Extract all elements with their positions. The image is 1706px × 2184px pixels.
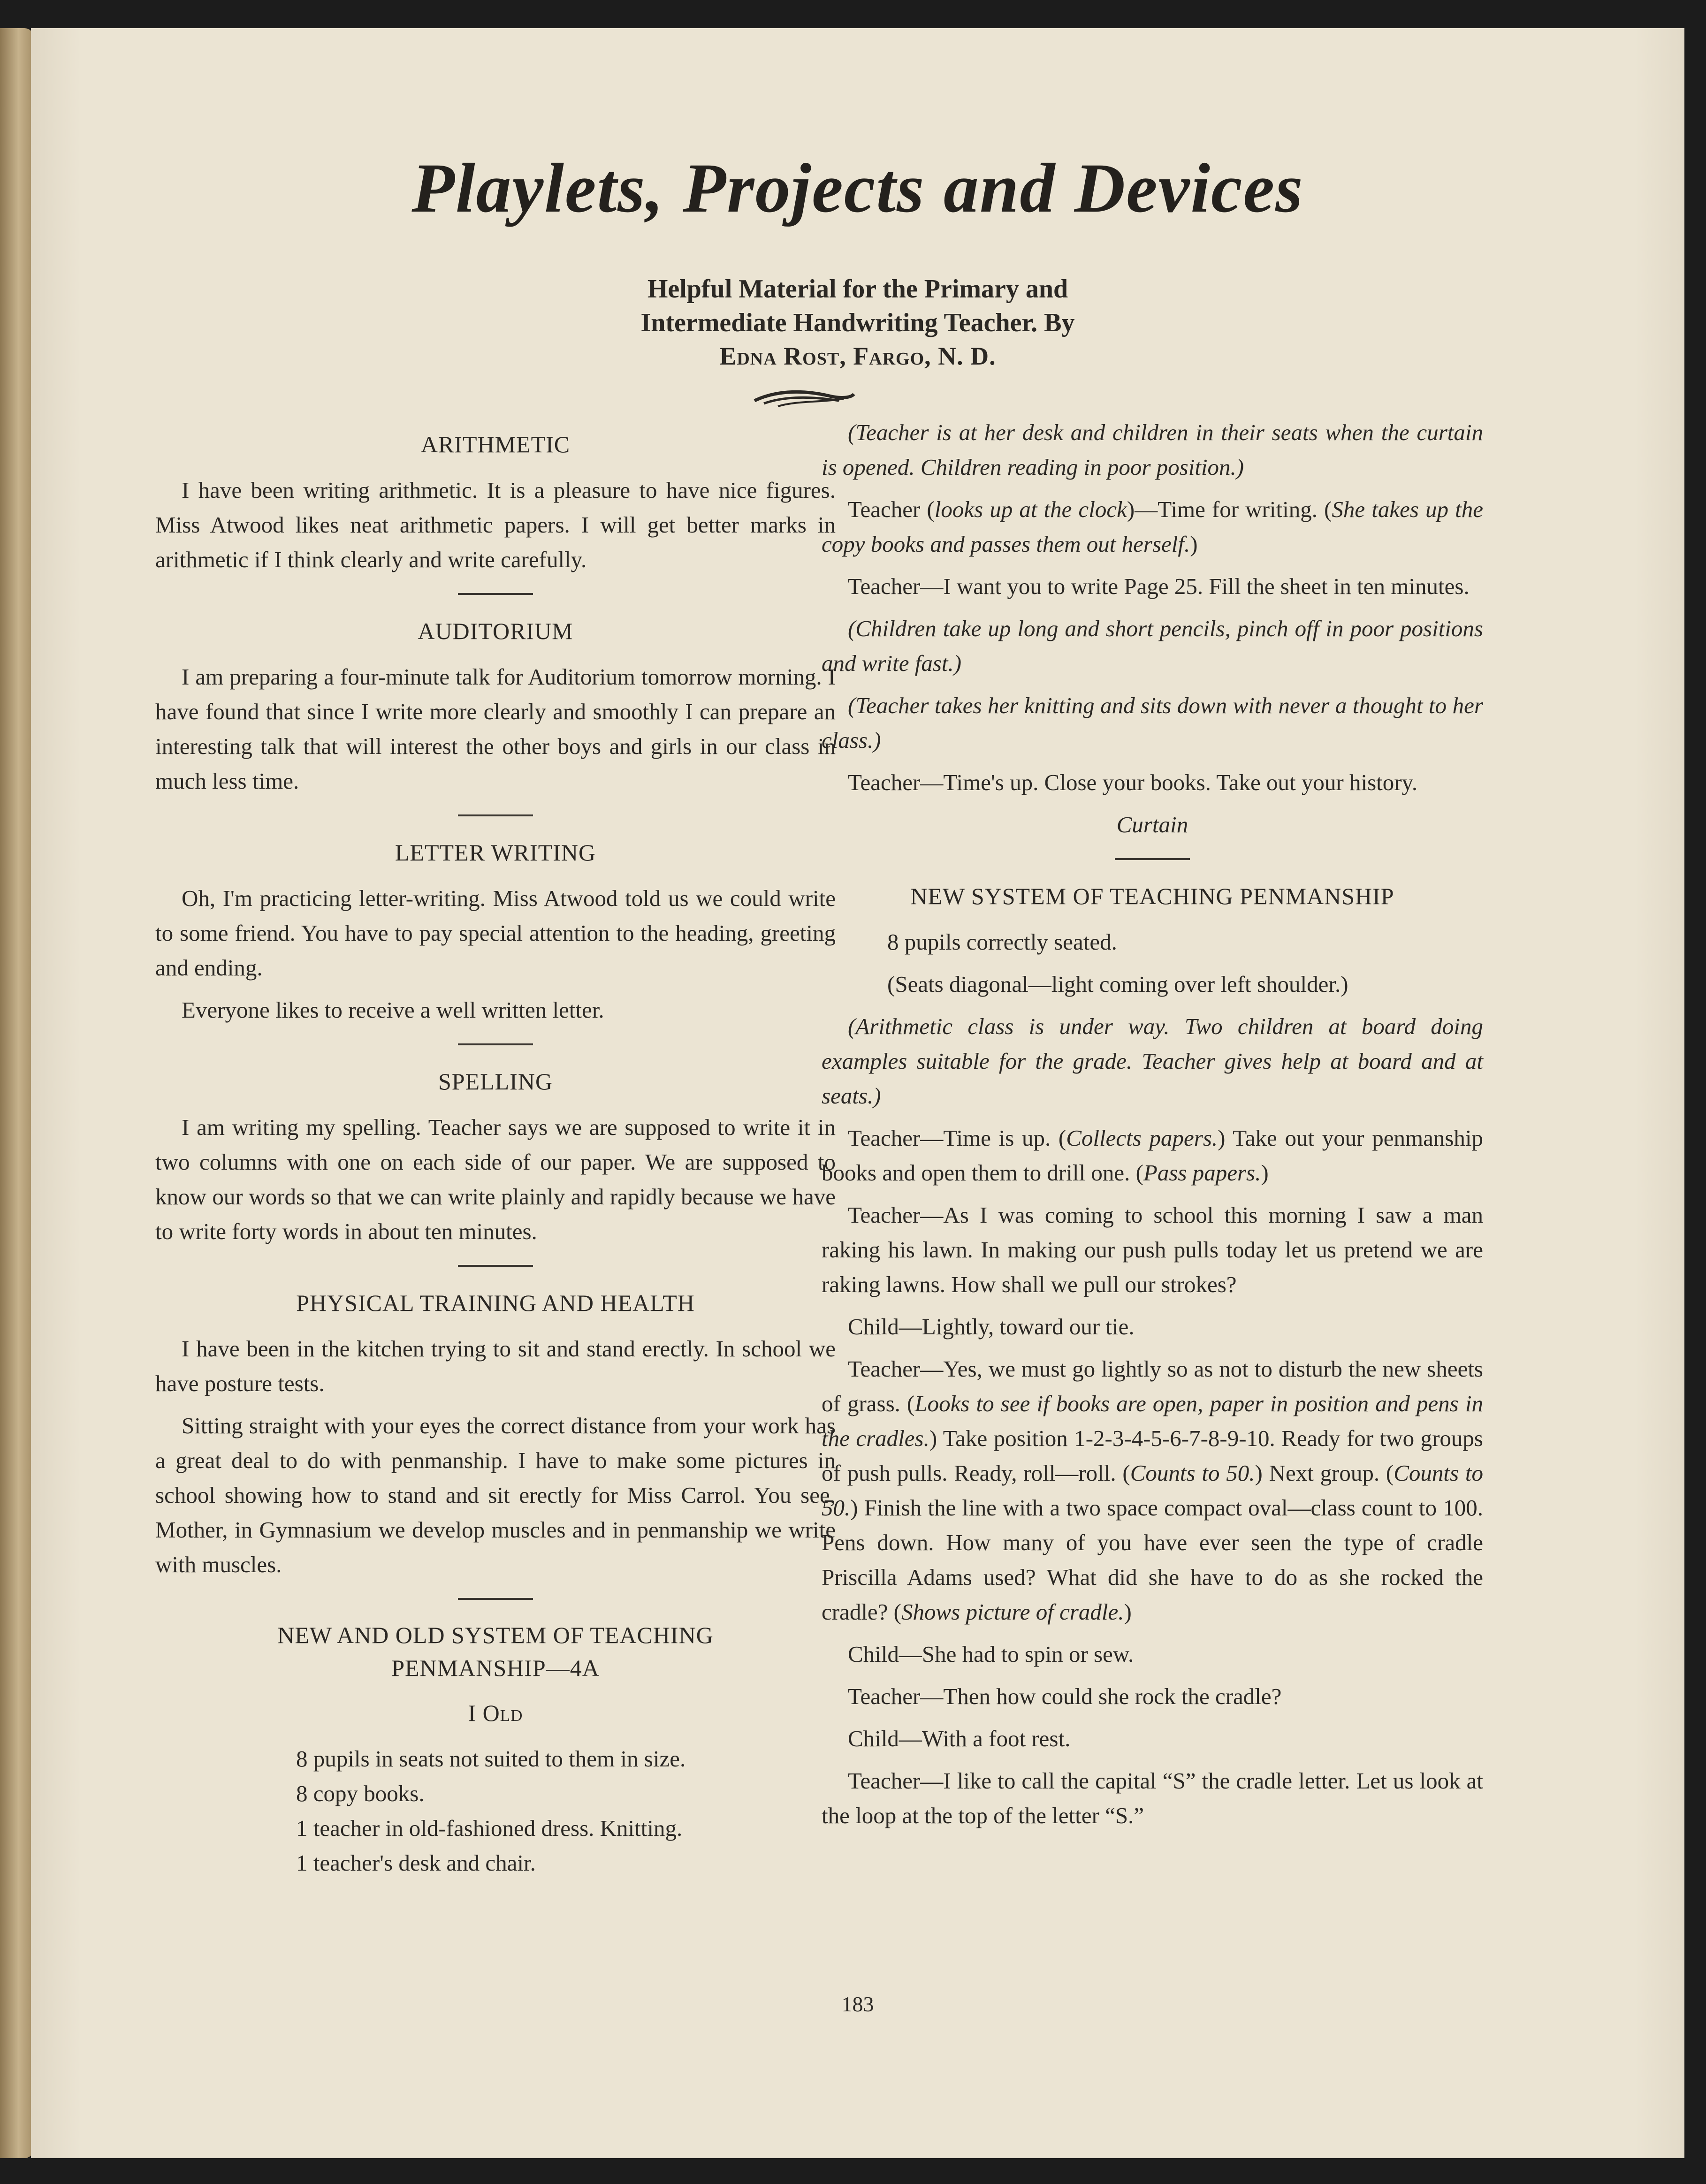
section-divider: [1115, 858, 1190, 860]
text-run: ): [1190, 531, 1198, 557]
paragraph-physical-2: Sitting straight with your eyes the correct distance from your work has a great deal to do with penmanship. I have to make some pictures in school showing how to stand and sit erectly for Miss Carrol. You see, Mother, in Gymnasium we develop muscles and in penmanship we write with muscles.: [155, 1413, 836, 1577]
section-divider: [458, 1043, 533, 1045]
dialogue-teacher-time: [822, 492, 1483, 562]
dialogue-child-spin: Child—She had to spin or sew.: [848, 1641, 1134, 1667]
stage-direction-arithmetic: (Arithmetic class is under way. Two children at board doing examples suitable for the grade. Teacher gives help at board and at seats.): [822, 1013, 1483, 1109]
text-run-italic: looks up at the clock: [934, 496, 1127, 522]
heading-line-1: NEW AND OLD SYSTEM OF TEACHING: [277, 1622, 714, 1648]
dialogue-teacher-rock: Teacher—Then how could she rock the cradle?: [848, 1683, 1282, 1709]
heading-new-and-old-system: [155, 1619, 836, 1684]
text-run-italic: Shows picture of cradle.: [901, 1599, 1124, 1625]
list-item: 8 copy books.: [296, 1781, 425, 1806]
paragraph-spelling: I am writing my spelling. Teacher says we are supposed to write it in two columns with one on each side of our paper. We are supposed to know our words so that we can write plainly and rapidly because we have to write forty words in about ten minutes.: [155, 1114, 836, 1244]
subtitle-line-1: Helpful Material for the Primary and: [647, 274, 1068, 304]
text-run: Teacher (: [848, 496, 935, 522]
list-item: 8 pupils in seats not suited to them in size.: [296, 1746, 686, 1772]
text-run-italic: She takes up the copy books and passes them out herself.: [822, 496, 1483, 557]
text-run: ) Take out your penmanship books and open them to drill one. (: [822, 1125, 1483, 1186]
text-run: ): [1261, 1160, 1269, 1186]
dialogue-child-foot-rest: Child—With a foot rest.: [848, 1726, 1071, 1751]
text-run-italic: Counts to 50.: [822, 1460, 1484, 1521]
dialogue-teacher-page: Teacher—I want you to write Page 25. Fill the sheet in ten minutes.: [848, 573, 1470, 599]
heading-spelling: SPELLING: [438, 1068, 553, 1095]
document-page: [31, 28, 1684, 2158]
heading-new-system: NEW SYSTEM OF TEACHING PENMANSHIP: [910, 883, 1394, 909]
section-divider: [458, 1265, 533, 1267]
text-run: ) Next group. (: [1255, 1460, 1394, 1486]
curtain-label: Curtain: [1116, 812, 1188, 837]
dialogue-teacher-collects: [822, 1121, 1483, 1190]
section-divider: [458, 814, 533, 816]
section-divider: [458, 593, 533, 595]
dialogue-child-lightly: Child—Lightly, toward our tie.: [848, 1314, 1135, 1339]
stage-direction-knitting: (Teacher takes her knitting and sits down with never a thought to her class.): [822, 692, 1483, 753]
new-system-line-1: 8 pupils correctly seated.: [887, 929, 1117, 955]
heading-old: I Old: [468, 1700, 523, 1726]
previous-page-edge: [0, 28, 34, 2158]
text-run-italic: Counts to 50.: [1130, 1460, 1255, 1486]
text-run: )—Time for writing. (: [1127, 496, 1332, 522]
heading-physical-training: PHYSICAL TRAINING AND HEALTH: [296, 1290, 695, 1316]
heading-arithmetic: ARITHMETIC: [420, 431, 571, 457]
text-run: ): [1124, 1599, 1132, 1625]
text-run: ) Finish the line with a two space compact oval—class count to 100. Pens down. How many of you have ever seen the type of cradle Priscilla Adams used? What did she have to do as she rocked the cradle? (: [822, 1495, 1483, 1625]
stage-direction-children: (Children take up long and short pencils, pinch off in poor positions and write fast.): [822, 616, 1483, 676]
dialogue-teacher-cradle-letter: Teacher—I like to call the capital “S” the cradle letter. Let us look at the loop at the top of the letter “S.”: [822, 1768, 1483, 1828]
paragraph-letter-writing-1: Oh, I'm practicing letter-writing. Miss Atwood told us we could write to some friend. You have to pay special attention to the heading, greeting and ending.: [155, 885, 836, 981]
page-title: Playlets, Projects and Devices: [411, 149, 1304, 227]
list-item: 1 teacher's desk and chair.: [296, 1850, 536, 1876]
heading-letter-writing: LETTER WRITING: [395, 839, 596, 866]
flourish-ornament-icon: [750, 385, 858, 413]
paragraph-letter-writing-2: Everyone likes to receive a well written letter.: [182, 997, 604, 1023]
list-item: 1 teacher in old-fashioned dress. Knitting.: [296, 1815, 683, 1841]
text-run-italic: Looks to see if books are open, paper in position and pens in the cradles.: [822, 1391, 1483, 1451]
stage-direction-opening: (Teacher is at her desk and children in their seats when the curtain is opened. Children reading in poor position.): [822, 419, 1483, 480]
text-run: Teacher—Time is up. (: [848, 1125, 1066, 1151]
new-system-line-2: (Seats diagonal—light coming over left shoulder.): [887, 971, 1348, 997]
text-run: ) Take position 1-2-3-4-5-6-7-8-9-10. Ready for two groups of push pulls. Ready, roll—roll. (: [822, 1425, 1483, 1486]
right-column: [822, 415, 1483, 1841]
old-system-list: [296, 1742, 836, 1880]
dialogue-teacher-grass: [822, 1352, 1483, 1629]
author-byline: Edna Rost, Fargo, N. D.: [719, 342, 996, 370]
paragraph-physical-1: I have been in the kitchen trying to sit and stand erectly. In school we have posture tests.: [155, 1336, 836, 1396]
section-divider: [458, 1598, 533, 1600]
subtitle-line-2: Intermediate Handwriting Teacher. By: [640, 308, 1075, 337]
paragraph-auditorium: I am preparing a four-minute talk for Auditorium tomorrow morning. I have found that since I write more clearly and smoothly I can prepare an interesting talk that will interest the other boys and girls in our class in much less time.: [155, 664, 836, 794]
page-number: 183: [841, 1992, 874, 2016]
heading-auditorium: AUDITORIUM: [418, 618, 573, 644]
heading-line-2: PENMANSHIP—4A: [391, 1655, 600, 1681]
paragraph-arithmetic: I have been writing arithmetic. It is a pleasure to have nice figures. Miss Atwood likes neat arithmetic papers. I will get better marks in arithmetic if I think clearly and write carefully.: [155, 477, 836, 572]
text-run: Teacher—Yes, we must go lightly so as not to disturb the new sheets of grass. (: [822, 1356, 1483, 1416]
left-column: [155, 427, 836, 1880]
text-run-italic: Pass papers.: [1143, 1160, 1261, 1186]
subtitle: [31, 272, 1684, 340]
dialogue-teacher-times-up: Teacher—Time's up. Close your books. Take out your history.: [848, 769, 1418, 795]
text-run-italic: Collects papers.: [1066, 1125, 1218, 1151]
dialogue-teacher-raking: Teacher—As I was coming to school this morning I saw a man raking his lawn. In making our push pulls today let us pretend we are raking lawns. How shall we pull our strokes?: [822, 1202, 1483, 1297]
